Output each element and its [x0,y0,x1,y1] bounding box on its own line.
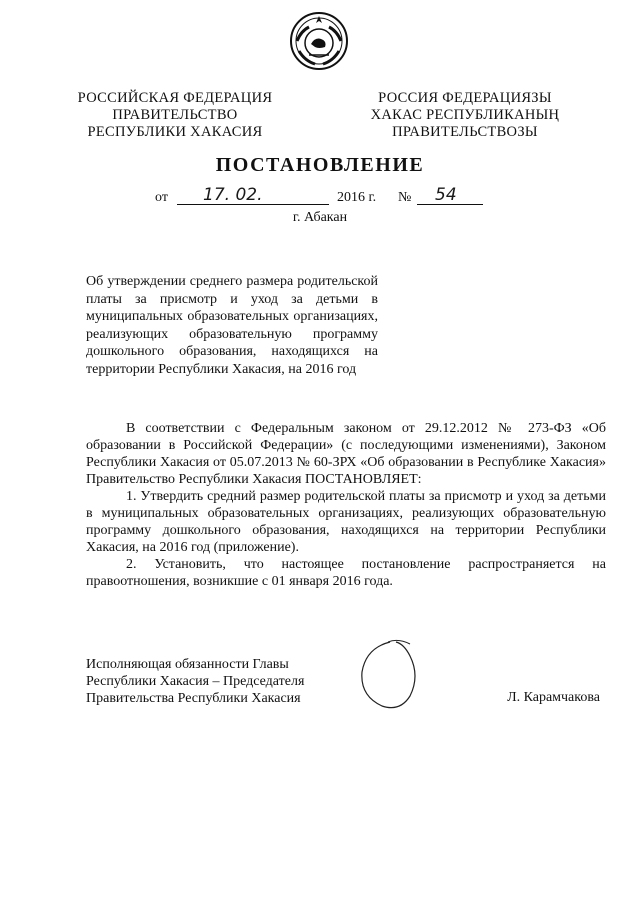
coat-of-arms-icon [289,11,349,71]
signatory-line1: Исполняющая обязанности Главы [86,657,289,672]
signatory-line2: Республики Хакасия – Председателя [86,674,305,689]
document-body [86,420,606,590]
date-line [155,185,495,210]
body-paragraph-1: В соответствии с Федеральным законом от 29.12.2012 № 273-ФЗ «Об образовании в Российской Федерации» (с последующими изменениями), Законом Республики Хакасия от 05.07.2013 № 60-ЗРХ «Об образовании в Республике Хакасия» Правительство Республики Хакасия ПОСТАНОВЛЯЕТ: [86,421,606,487]
body-paragraph-3: 2. Установить, что настоящее постановление распространяется на правоотношения, возникшие с 01 января 2016 года. [86,557,606,589]
header-left [75,90,275,141]
body-paragraph-2: 1. Утвердить средний размер родительской платы за присмотр и уход за детьми в муниципальных образовательных организациях, реализующих образовательную программу дошкольного образования, находящихся на территории Республики Хакасия, на 2016 год (приложение). [86,489,606,555]
signatory-line3: Правительства Республики Хакасия [86,691,301,706]
header-left-line1: РОССИЙСКАЯ ФЕДЕРАЦИЯ [77,90,273,106]
header-left-line2: ПРАВИТЕЛЬСТВО [112,107,238,123]
number-handwritten: 54 [435,185,457,205]
date-prefix: от [155,190,168,205]
header-right-line1: РОССИЯ ФЕДЕРАЦИЯЗЫ [378,90,552,106]
city: г. Абакан [292,210,348,225]
signatory-name: Л. Карамчакова [507,690,600,705]
header-right [350,90,580,141]
header-left-line3: РЕСПУБЛИКИ ХАКАСИЯ [87,124,263,140]
date-year: 2016 г. [337,190,377,205]
number-label: № [398,190,412,205]
document-subject: Об утверждении среднего размера родительской платы за присмотр и уход за детьми в муниципальных образовательных организациях, реализующих образовательную программу дошкольного образования, находящихся на территории Республики Хакасия, на 2016 год [86,274,378,377]
header-right-line2: ХАКАС РЕСПУБЛИКАНЫҢ [370,107,560,123]
document-title: ПОСТАНОВЛЕНИЕ [215,154,425,176]
date-handwritten: 17. 02. [203,185,263,205]
handwritten-signature [352,634,432,714]
signatory-title [86,656,346,707]
header-right-line3: ПРАВИТЕЛЬСТВОЗЫ [392,124,538,140]
